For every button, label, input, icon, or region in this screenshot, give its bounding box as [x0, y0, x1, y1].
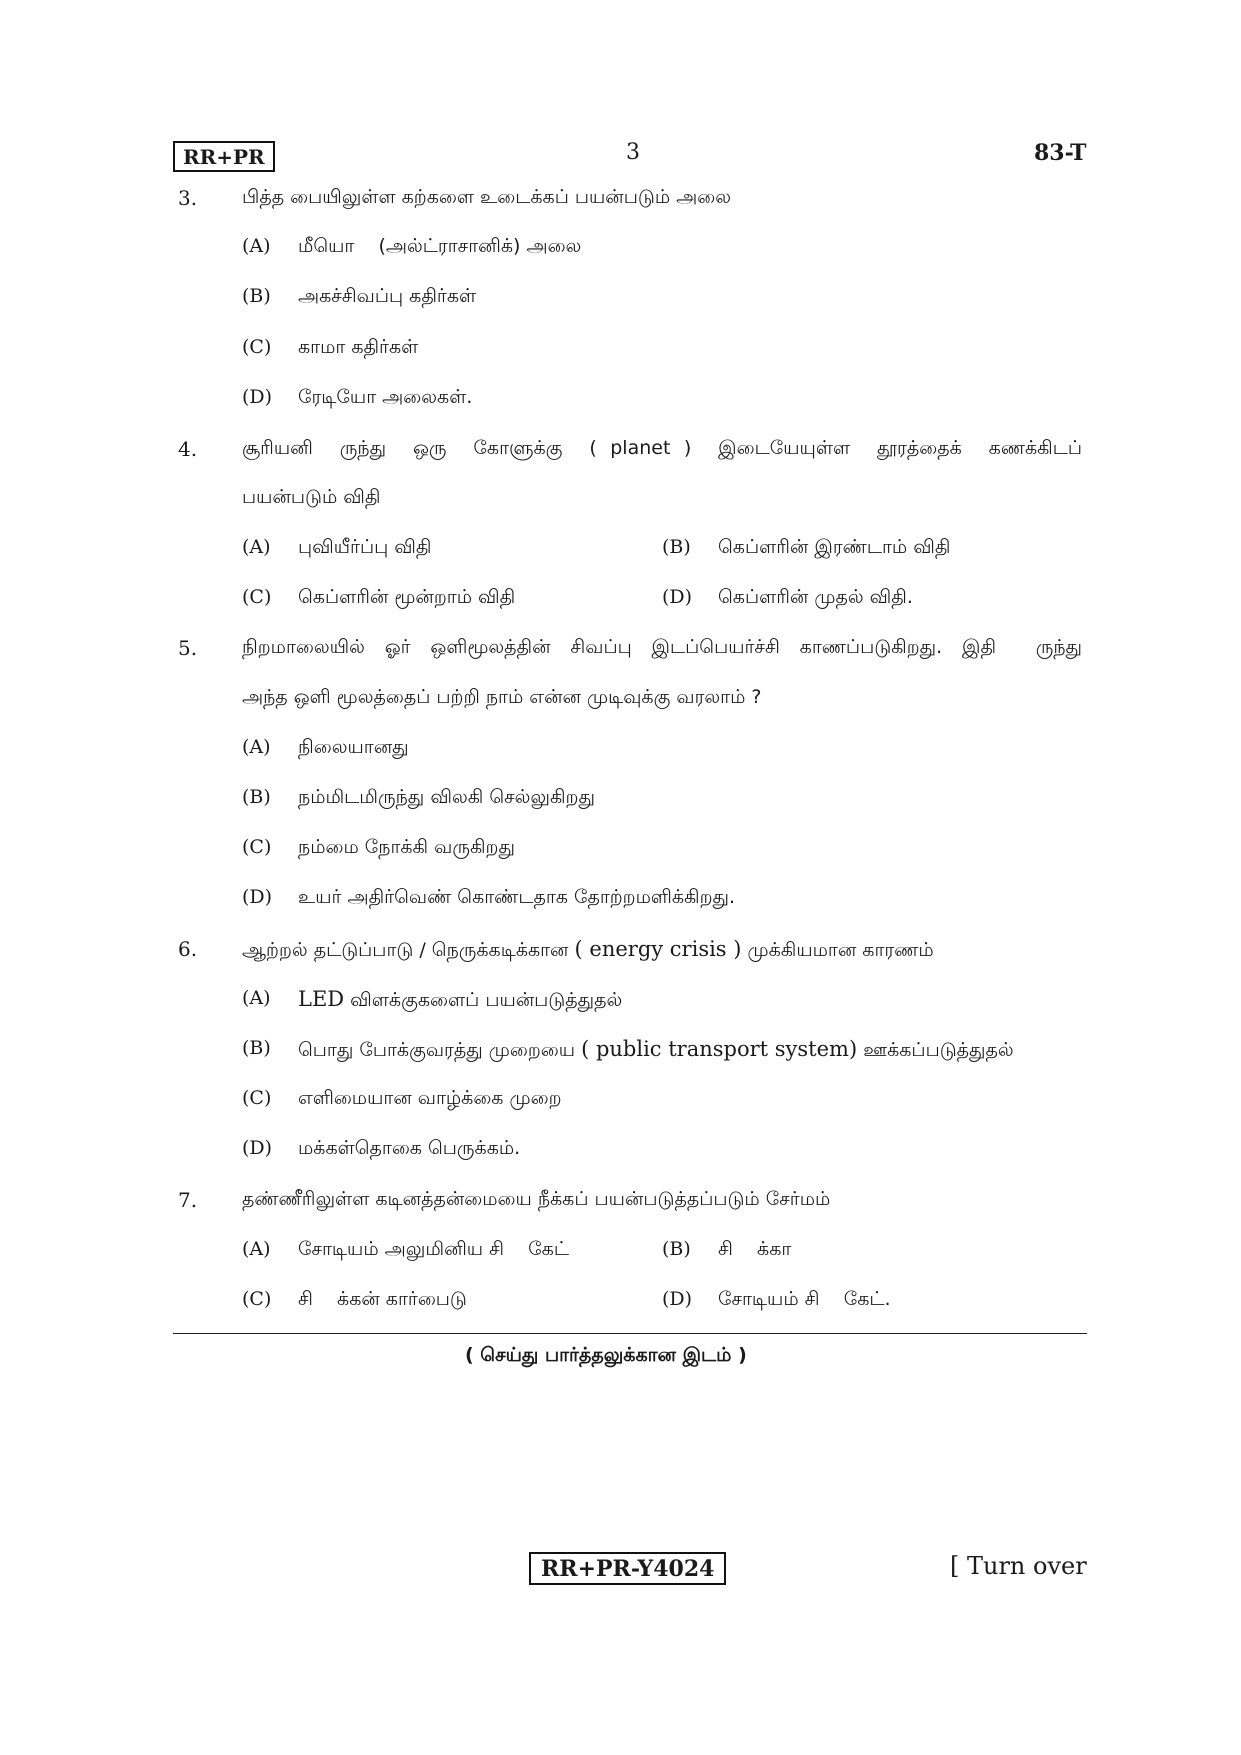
- question-text-part: முக்கியமான காரணம்: [747, 939, 934, 961]
- option-label: (D): [662, 1288, 693, 1310]
- option-text: சோடியம் அலுமினிய சி கேட்: [298, 1238, 569, 1260]
- option-text: அகச்சிவப்பு கதிர்கள்: [298, 285, 477, 307]
- footer-code: RR+PR-Y4024: [529, 1552, 726, 1585]
- option-text: கெப்ளரின் மூன்றாம் விதி: [298, 586, 516, 608]
- english-term: LED: [298, 987, 345, 1011]
- option-label: (B): [662, 536, 691, 558]
- option-text: நம்மை நோக்கி வருகிறது: [298, 836, 515, 858]
- option-label: (A): [242, 736, 271, 758]
- option-label: (B): [242, 285, 271, 307]
- option-label: (D): [242, 1137, 273, 1159]
- question-number: 7.: [178, 1188, 198, 1212]
- option-text: [298, 987, 622, 1014]
- question-text-line-1: நிறமாலையில் ஓர் ஒளிமூலத்தின் சிவப்பு இடப்பெயர்ச்சி காணப்படுகிறது. இதி ருந்து: [242, 636, 1082, 658]
- option-text: மீயொ (அல்ட்ராசானிக்) அலை: [298, 235, 582, 257]
- option-label: (C): [242, 586, 272, 608]
- english-term: ( energy crisis ): [574, 937, 742, 961]
- option-label: (A): [242, 1238, 271, 1260]
- option-text: மக்கள்தொகை பெருக்கம்.: [298, 1137, 521, 1159]
- option-label: (C): [242, 836, 272, 858]
- question-text: தண்ணீரிலுள்ள கடினத்தன்மையை நீக்கப் பயன்படுத்தப்படும் சேர்மம்: [242, 1188, 831, 1210]
- page-number: 3: [626, 140, 640, 165]
- option-label: (B): [242, 786, 271, 808]
- header-right-code: 83-T: [1034, 140, 1087, 166]
- question-number: 6.: [178, 937, 198, 961]
- turn-over-note: [ Turn over: [950, 1552, 1087, 1580]
- option-text: சோடியம் சி கேட்.: [718, 1288, 891, 1310]
- option-text: காமா கதிர்கள்: [298, 336, 419, 358]
- question-text-line-2: பயன்படும் விதி: [242, 486, 381, 508]
- option-text: ரேடியோ அலைகள்.: [298, 386, 473, 408]
- rough-work-label: ( செய்து பார்த்தலுக்கான இடம் ): [465, 1344, 747, 1366]
- english-term: ( public transport system): [581, 1037, 858, 1061]
- option-text: [298, 1037, 1014, 1064]
- question-number: 4.: [178, 437, 198, 461]
- option-label: (B): [662, 1238, 691, 1260]
- option-label: (D): [242, 386, 273, 408]
- option-text-part: விளக்குகளைப் பயன்படுத்துதல்: [350, 989, 623, 1011]
- header-left-code: RR+PR: [173, 141, 275, 172]
- question-number: 3.: [178, 186, 198, 210]
- option-label: (D): [662, 586, 693, 608]
- question-text-line-2: அந்த ஒளி மூலத்தைப் பற்றி நாம் என்ன முடிவுக்கு வரலாம் ?: [242, 686, 762, 708]
- question-text-part: ஆற்றல் தட்டுப்பாடு / நெருக்கடிக்கான: [242, 939, 569, 961]
- option-text: சி க்கன் கார்பைடு: [298, 1288, 467, 1310]
- option-label: (C): [242, 1087, 272, 1109]
- option-text: புவியீர்ப்பு விதி: [298, 536, 432, 558]
- option-text: கெப்ளரின் முதல் விதி.: [718, 586, 913, 608]
- question-text: பித்த பையிலுள்ள கற்களை உடைக்கப் பயன்படும் அலை: [242, 186, 732, 208]
- option-text: உயர் அதிர்வெண் கொண்டதாக தோற்றமளிக்கிறது.: [298, 886, 736, 908]
- question-number: 5.: [178, 636, 198, 660]
- option-text: நிலையானது: [298, 736, 409, 758]
- divider-line: [173, 1333, 1087, 1334]
- question-text: [242, 937, 934, 964]
- option-label: (A): [242, 536, 271, 558]
- option-label: (A): [242, 987, 271, 1009]
- question-text-line-1: சூரியனி ருந்து ஒரு கோளுக்கு ( planet ) இடையேயுள்ள தூரத்தைக் கணக்கிடப்: [242, 437, 1082, 459]
- option-label: (C): [242, 336, 272, 358]
- option-text: கெப்ளரின் இரண்டாம் விதி: [718, 536, 951, 558]
- option-label: (B): [242, 1037, 271, 1059]
- option-label: (A): [242, 235, 271, 257]
- option-label: (D): [242, 886, 273, 908]
- option-label: (C): [242, 1288, 272, 1310]
- option-text: எளிமையான வாழ்க்கை முறை: [298, 1087, 562, 1109]
- option-text: நம்மிடமிருந்து விலகி செல்லுகிறது: [298, 786, 595, 808]
- option-text-part: பொது போக்குவரத்து முறையை: [298, 1039, 576, 1061]
- option-text-part: ஊக்கப்படுத்துதல்: [863, 1039, 1014, 1061]
- option-text: சி க்கா: [718, 1238, 792, 1260]
